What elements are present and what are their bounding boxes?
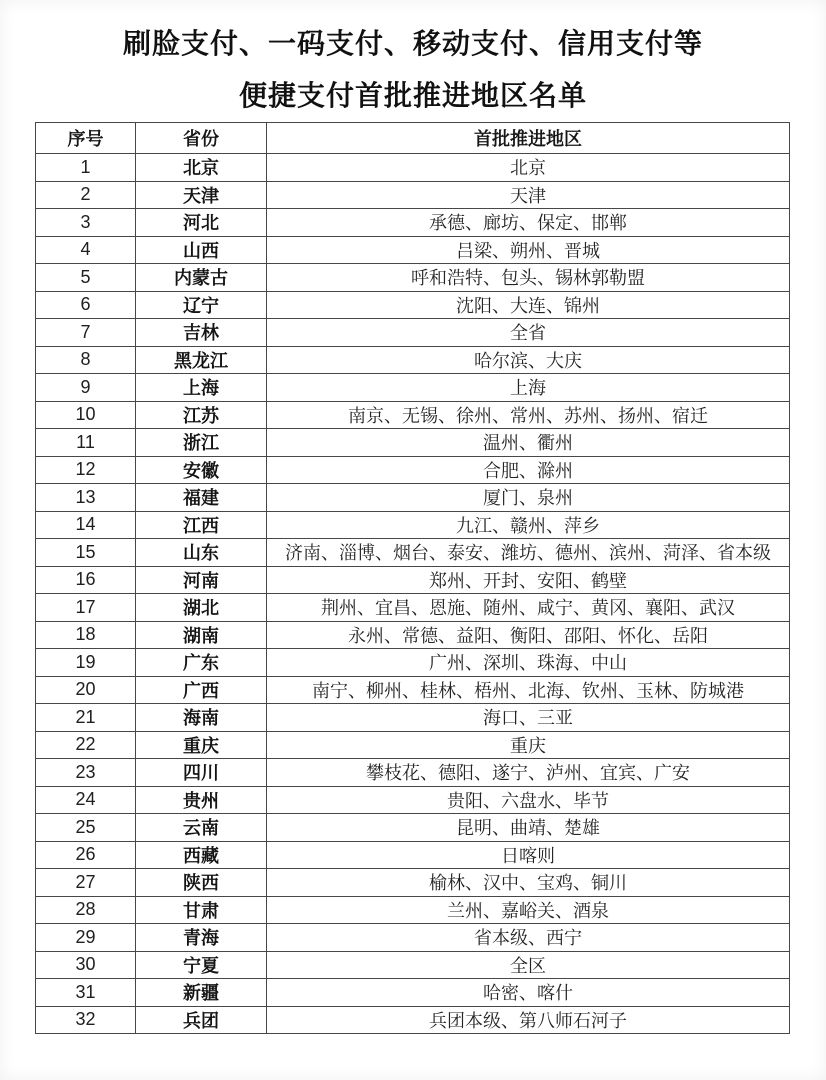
regions-cell: 天津 (267, 181, 790, 209)
row-number-cell: 29 (36, 924, 136, 952)
province-cell: 贵州 (136, 786, 267, 814)
province-cell: 山东 (136, 539, 267, 567)
regions-cell: 海口、三亚 (267, 704, 790, 732)
regions-cell: 全省 (267, 319, 790, 347)
table-row (36, 1006, 790, 1034)
table-row (36, 869, 790, 897)
regions-cell: 榆林、汉中、宝鸡、铜川 (267, 869, 790, 897)
row-number-cell: 8 (36, 346, 136, 374)
province-cell: 兵团 (136, 1006, 267, 1034)
province-cell: 广东 (136, 649, 267, 677)
row-number-cell: 22 (36, 731, 136, 759)
table-row (36, 786, 790, 814)
row-number-cell: 9 (36, 374, 136, 402)
regions-cell: 济南、淄博、烟台、泰安、潍坊、德州、滨州、菏泽、省本级 (267, 539, 790, 567)
province-cell: 天津 (136, 181, 267, 209)
table-row (36, 759, 790, 787)
table-row (36, 979, 790, 1007)
province-cell: 重庆 (136, 731, 267, 759)
regions-cell: 沈阳、大连、锦州 (267, 291, 790, 319)
province-cell: 江西 (136, 511, 267, 539)
regions-cell: 永州、常德、益阳、衡阳、邵阳、怀化、岳阳 (267, 621, 790, 649)
table-row (36, 566, 790, 594)
regions-cell: 荆州、宜昌、恩施、随州、咸宁、黄冈、襄阳、武汉 (267, 594, 790, 622)
province-cell: 北京 (136, 154, 267, 182)
province-cell: 青海 (136, 924, 267, 952)
regions-cell: 兰州、嘉峪关、酒泉 (267, 896, 790, 924)
table-row (36, 621, 790, 649)
table-row (36, 181, 790, 209)
table-row (36, 154, 790, 182)
table-row (36, 841, 790, 869)
table-header-row (36, 123, 790, 154)
regions-cell: 上海 (267, 374, 790, 402)
table-row (36, 896, 790, 924)
row-number-cell: 18 (36, 621, 136, 649)
regions-cell: 贵阳、六盘水、毕节 (267, 786, 790, 814)
table-row (36, 704, 790, 732)
row-number-cell: 31 (36, 979, 136, 1007)
regions-cell: 攀枝花、德阳、遂宁、泸州、宜宾、广安 (267, 759, 790, 787)
table-row (36, 429, 790, 457)
province-cell: 甘肃 (136, 896, 267, 924)
table-row (36, 346, 790, 374)
table-row (36, 676, 790, 704)
province-cell: 陕西 (136, 869, 267, 897)
regions-cell: 温州、衢州 (267, 429, 790, 457)
regions-cell: 哈尔滨、大庆 (267, 346, 790, 374)
table-row (36, 594, 790, 622)
province-cell: 江苏 (136, 401, 267, 429)
row-number-cell: 30 (36, 951, 136, 979)
row-number-cell: 21 (36, 704, 136, 732)
province-cell: 四川 (136, 759, 267, 787)
table-row (36, 209, 790, 237)
regions-cell: 北京 (267, 154, 790, 182)
table-row (36, 539, 790, 567)
row-number-cell: 6 (36, 291, 136, 319)
province-cell: 西藏 (136, 841, 267, 869)
row-number-cell: 23 (36, 759, 136, 787)
row-number-cell: 1 (36, 154, 136, 182)
province-cell: 河北 (136, 209, 267, 237)
row-number-cell: 27 (36, 869, 136, 897)
province-cell: 安徽 (136, 456, 267, 484)
table-row (36, 319, 790, 347)
regions-cell: 省本级、西宁 (267, 924, 790, 952)
regions-cell: 吕梁、朔州、晋城 (267, 236, 790, 264)
table-row (36, 374, 790, 402)
row-number-cell: 11 (36, 429, 136, 457)
regions-cell: 昆明、曲靖、楚雄 (267, 814, 790, 842)
regions-cell: 呼和浩特、包头、锡林郭勒盟 (267, 264, 790, 292)
regions-cell: 兵团本级、第八师石河子 (267, 1006, 790, 1034)
table-row (36, 511, 790, 539)
table-row (36, 924, 790, 952)
regions-cell: 南京、无锡、徐州、常州、苏州、扬州、宿迁 (267, 401, 790, 429)
row-number-cell: 28 (36, 896, 136, 924)
row-number-cell: 32 (36, 1006, 136, 1034)
document-title-line2: 便捷支付首批推进地区名单 (238, 81, 587, 112)
table-row (36, 291, 790, 319)
regions-cell: 郑州、开封、安阳、鹤壁 (267, 566, 790, 594)
province-cell: 河南 (136, 566, 267, 594)
province-cell: 内蒙古 (136, 264, 267, 292)
table-row (36, 649, 790, 677)
row-number-cell: 2 (36, 181, 136, 209)
table-row (36, 484, 790, 512)
table-row (36, 401, 790, 429)
province-cell: 浙江 (136, 429, 267, 457)
document-title-line1: 刷脸支付、一码支付、移动支付、信用支付等 (122, 29, 703, 60)
province-cell: 海南 (136, 704, 267, 732)
row-number-cell: 3 (36, 209, 136, 237)
regions-cell: 南宁、柳州、桂林、梧州、北海、钦州、玉林、防城港 (267, 676, 790, 704)
table-row (36, 264, 790, 292)
row-number-cell: 20 (36, 676, 136, 704)
row-number-cell: 24 (36, 786, 136, 814)
province-cell: 湖南 (136, 621, 267, 649)
regions-cell: 承德、廊坊、保定、邯郸 (267, 209, 790, 237)
row-number-cell: 16 (36, 566, 136, 594)
province-cell: 云南 (136, 814, 267, 842)
regions-cell: 日喀则 (267, 841, 790, 869)
table-row (36, 456, 790, 484)
regions-cell: 全区 (267, 951, 790, 979)
row-number-cell: 12 (36, 456, 136, 484)
row-number-cell: 7 (36, 319, 136, 347)
province-cell: 黑龙江 (136, 346, 267, 374)
table-row (36, 236, 790, 264)
region-table (35, 122, 790, 1034)
row-number-cell: 10 (36, 401, 136, 429)
regions-cell: 重庆 (267, 731, 790, 759)
row-number-cell: 4 (36, 236, 136, 264)
row-number-cell: 15 (36, 539, 136, 567)
province-cell: 上海 (136, 374, 267, 402)
regions-cell: 哈密、喀什 (267, 979, 790, 1007)
province-cell: 宁夏 (136, 951, 267, 979)
province-cell: 福建 (136, 484, 267, 512)
header-province: 省份 (136, 123, 267, 154)
table-row (36, 951, 790, 979)
table-row (36, 814, 790, 842)
header-no: 序号 (36, 123, 136, 154)
table-row (36, 731, 790, 759)
row-number-cell: 13 (36, 484, 136, 512)
province-cell: 新疆 (136, 979, 267, 1007)
province-cell: 辽宁 (136, 291, 267, 319)
regions-cell: 合肥、滁州 (267, 456, 790, 484)
province-cell: 湖北 (136, 594, 267, 622)
province-cell: 吉林 (136, 319, 267, 347)
regions-cell: 广州、深圳、珠海、中山 (267, 649, 790, 677)
row-number-cell: 17 (36, 594, 136, 622)
row-number-cell: 25 (36, 814, 136, 842)
province-cell: 山西 (136, 236, 267, 264)
regions-cell: 九江、赣州、萍乡 (267, 511, 790, 539)
row-number-cell: 14 (36, 511, 136, 539)
regions-cell: 厦门、泉州 (267, 484, 790, 512)
row-number-cell: 26 (36, 841, 136, 869)
row-number-cell: 19 (36, 649, 136, 677)
province-cell: 广西 (136, 676, 267, 704)
row-number-cell: 5 (36, 264, 136, 292)
header-regions: 首批推进地区 (267, 123, 790, 154)
